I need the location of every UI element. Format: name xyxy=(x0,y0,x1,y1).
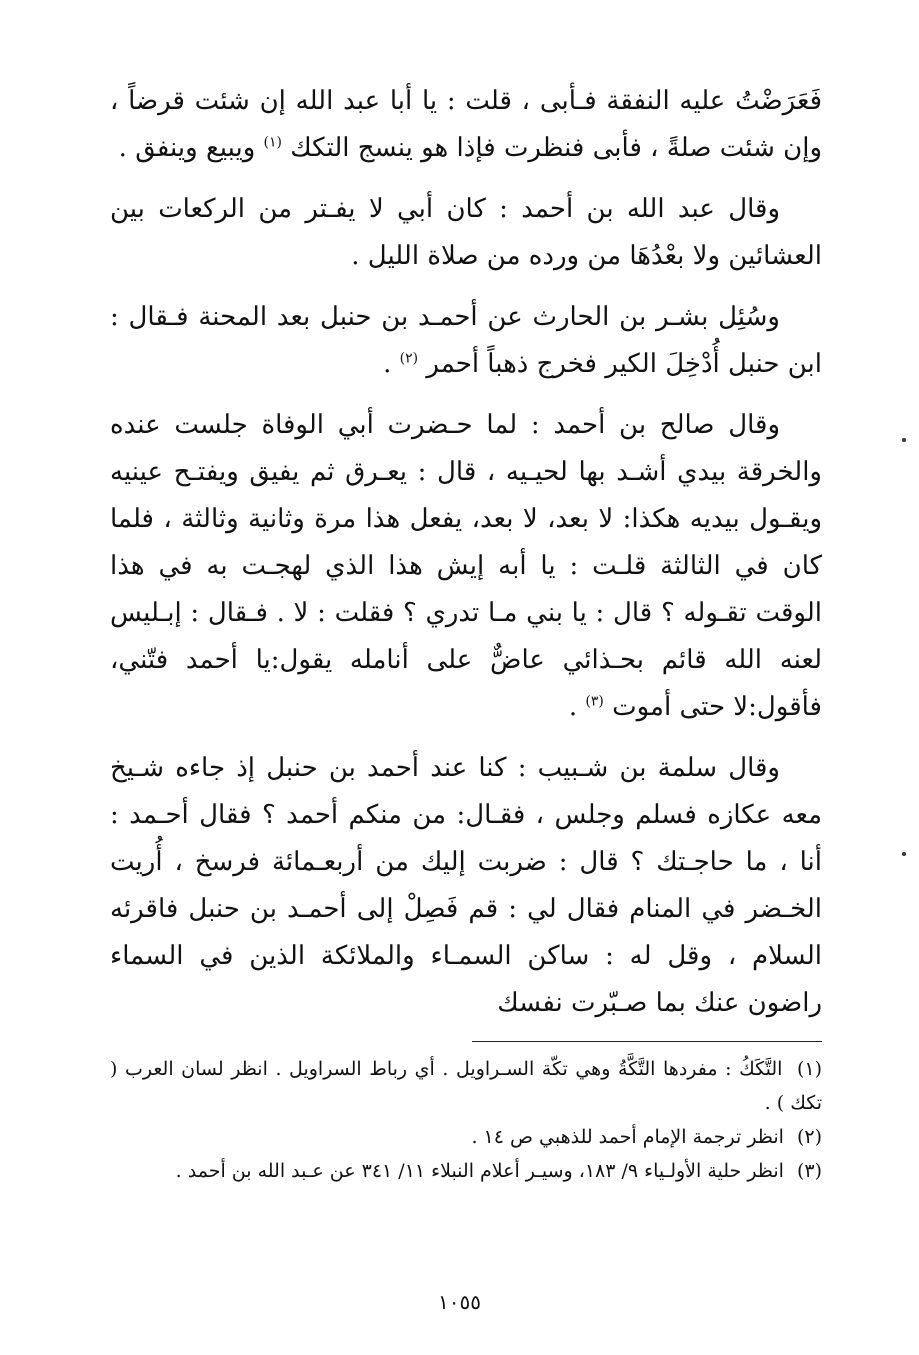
paragraph-1-text: فَعَرَضْتُ عليه النفقة فـأبى ، قلت : يا أبا عبد الله إن شئت قرضاً ، وإن شئت صلةً ، فأبى فنظرت فإذا هو ينسج التكك xyxy=(110,86,822,163)
footnote-divider xyxy=(472,1041,822,1042)
footnote-text: التَّكَكُ : مفردها التَّكَّةُ وهي تكّة السـراويل . أي رباط السراويل . انظر لسان العرب ( تكك ) . xyxy=(110,1058,822,1114)
paragraph-1 xyxy=(110,78,822,172)
paragraph-3-tail: . xyxy=(383,349,400,379)
paragraph-1-tail: ويبيع وينفق . xyxy=(118,133,264,163)
footnotes xyxy=(110,1052,822,1188)
paragraph-4-text: وقال صالح بن أحمد : لما حـضرت أبي الوفاة جلست عنده والخرقة بيدي أشـد بها لحيـيه ، قال : يعـرق ثم يفيق ويفتـح عينيه ويقـول بيديه هكذا: لا بعد، لا بعد، يفعل هذا مرة وثانية وثالثة ، فلما كان في الثالثة قلـت : يا أبه إيش هذا الذي لهجـت به في هذا الوقت تقـوله ؟ قال : يا بني مـا تدري ؟ فقلت : لا . فـقال : إبـليس لعنه الله قائم بحـذائي عاضٌّ على أنامله يقول:يا أحمد فتّني، فأقول:لا حتى أموت xyxy=(110,410,822,722)
footnote-ref-2[interactable]: (٢) xyxy=(399,350,419,367)
paragraph-5-text: وقال سلمة بن شـبيب : كنا عند أحمد بن حنبل إذ جاءه شـيخ معه عكازه فسلم وجلس ، فقـال: من منكم أحمد ؟ فقال أحـمد : أنا ، ما حاجـتك ؟ قال : ضربت إليك من أربعـمائة فرسخ ، أُريت الخـضر في المنام فقال لي : قم فَصِلْ إلى أحمـد بن حنبل فاقرئه السلام ، وقل له : ساكن السمـاء والملائكة الذين في السماء راضون عنك بما صـبّرت نفسك xyxy=(110,753,822,1018)
footnote-1 xyxy=(110,1052,822,1120)
footnote-ref-1[interactable]: (١) xyxy=(263,134,282,151)
page-number: ١٠٥٥ xyxy=(438,1290,481,1314)
margin-mark-dot xyxy=(902,852,906,856)
paragraph-4-tail: . xyxy=(568,692,586,722)
page-body xyxy=(110,78,822,1188)
footnote-text: انظر حلية الأولـياء ٩/ ١٨٣، وسيـر أعلام النبلاء ١١/ ٣٤١ عن عـبد الله بن أحمد . xyxy=(175,1160,784,1182)
margin-mark-dot xyxy=(902,438,906,442)
paragraph-5 xyxy=(110,745,822,1027)
footnote-2 xyxy=(110,1120,822,1154)
footnote-ref-3[interactable]: (٣) xyxy=(585,693,604,710)
paragraph-4 xyxy=(110,402,822,731)
footnote-text: انظر ترجمة الإمام أحمد للذهبي ص ١٤ . xyxy=(471,1126,784,1148)
paragraph-3-text: وسُئِل بشـر بن الحارث عن أحمـد بن حنبل بعد المحنة فـقال : ابن حنبل أُدْخِلَ الكير فخرج ذهباً أحمر xyxy=(110,302,822,379)
footnote-number: (١) xyxy=(796,1058,822,1080)
paragraph-2 xyxy=(110,186,822,280)
paragraph-2-text: وقال عبد الله بن أحمد : كان أبي لا يفـتر من الركعات بين العشائين ولا بعْدُهَا من ورده من صلاة الليل . xyxy=(110,194,822,271)
footnote-3 xyxy=(110,1154,822,1188)
footnote-number: (٣) xyxy=(796,1160,822,1182)
footnote-number: (٢) xyxy=(796,1126,822,1148)
paragraph-3 xyxy=(110,294,822,388)
